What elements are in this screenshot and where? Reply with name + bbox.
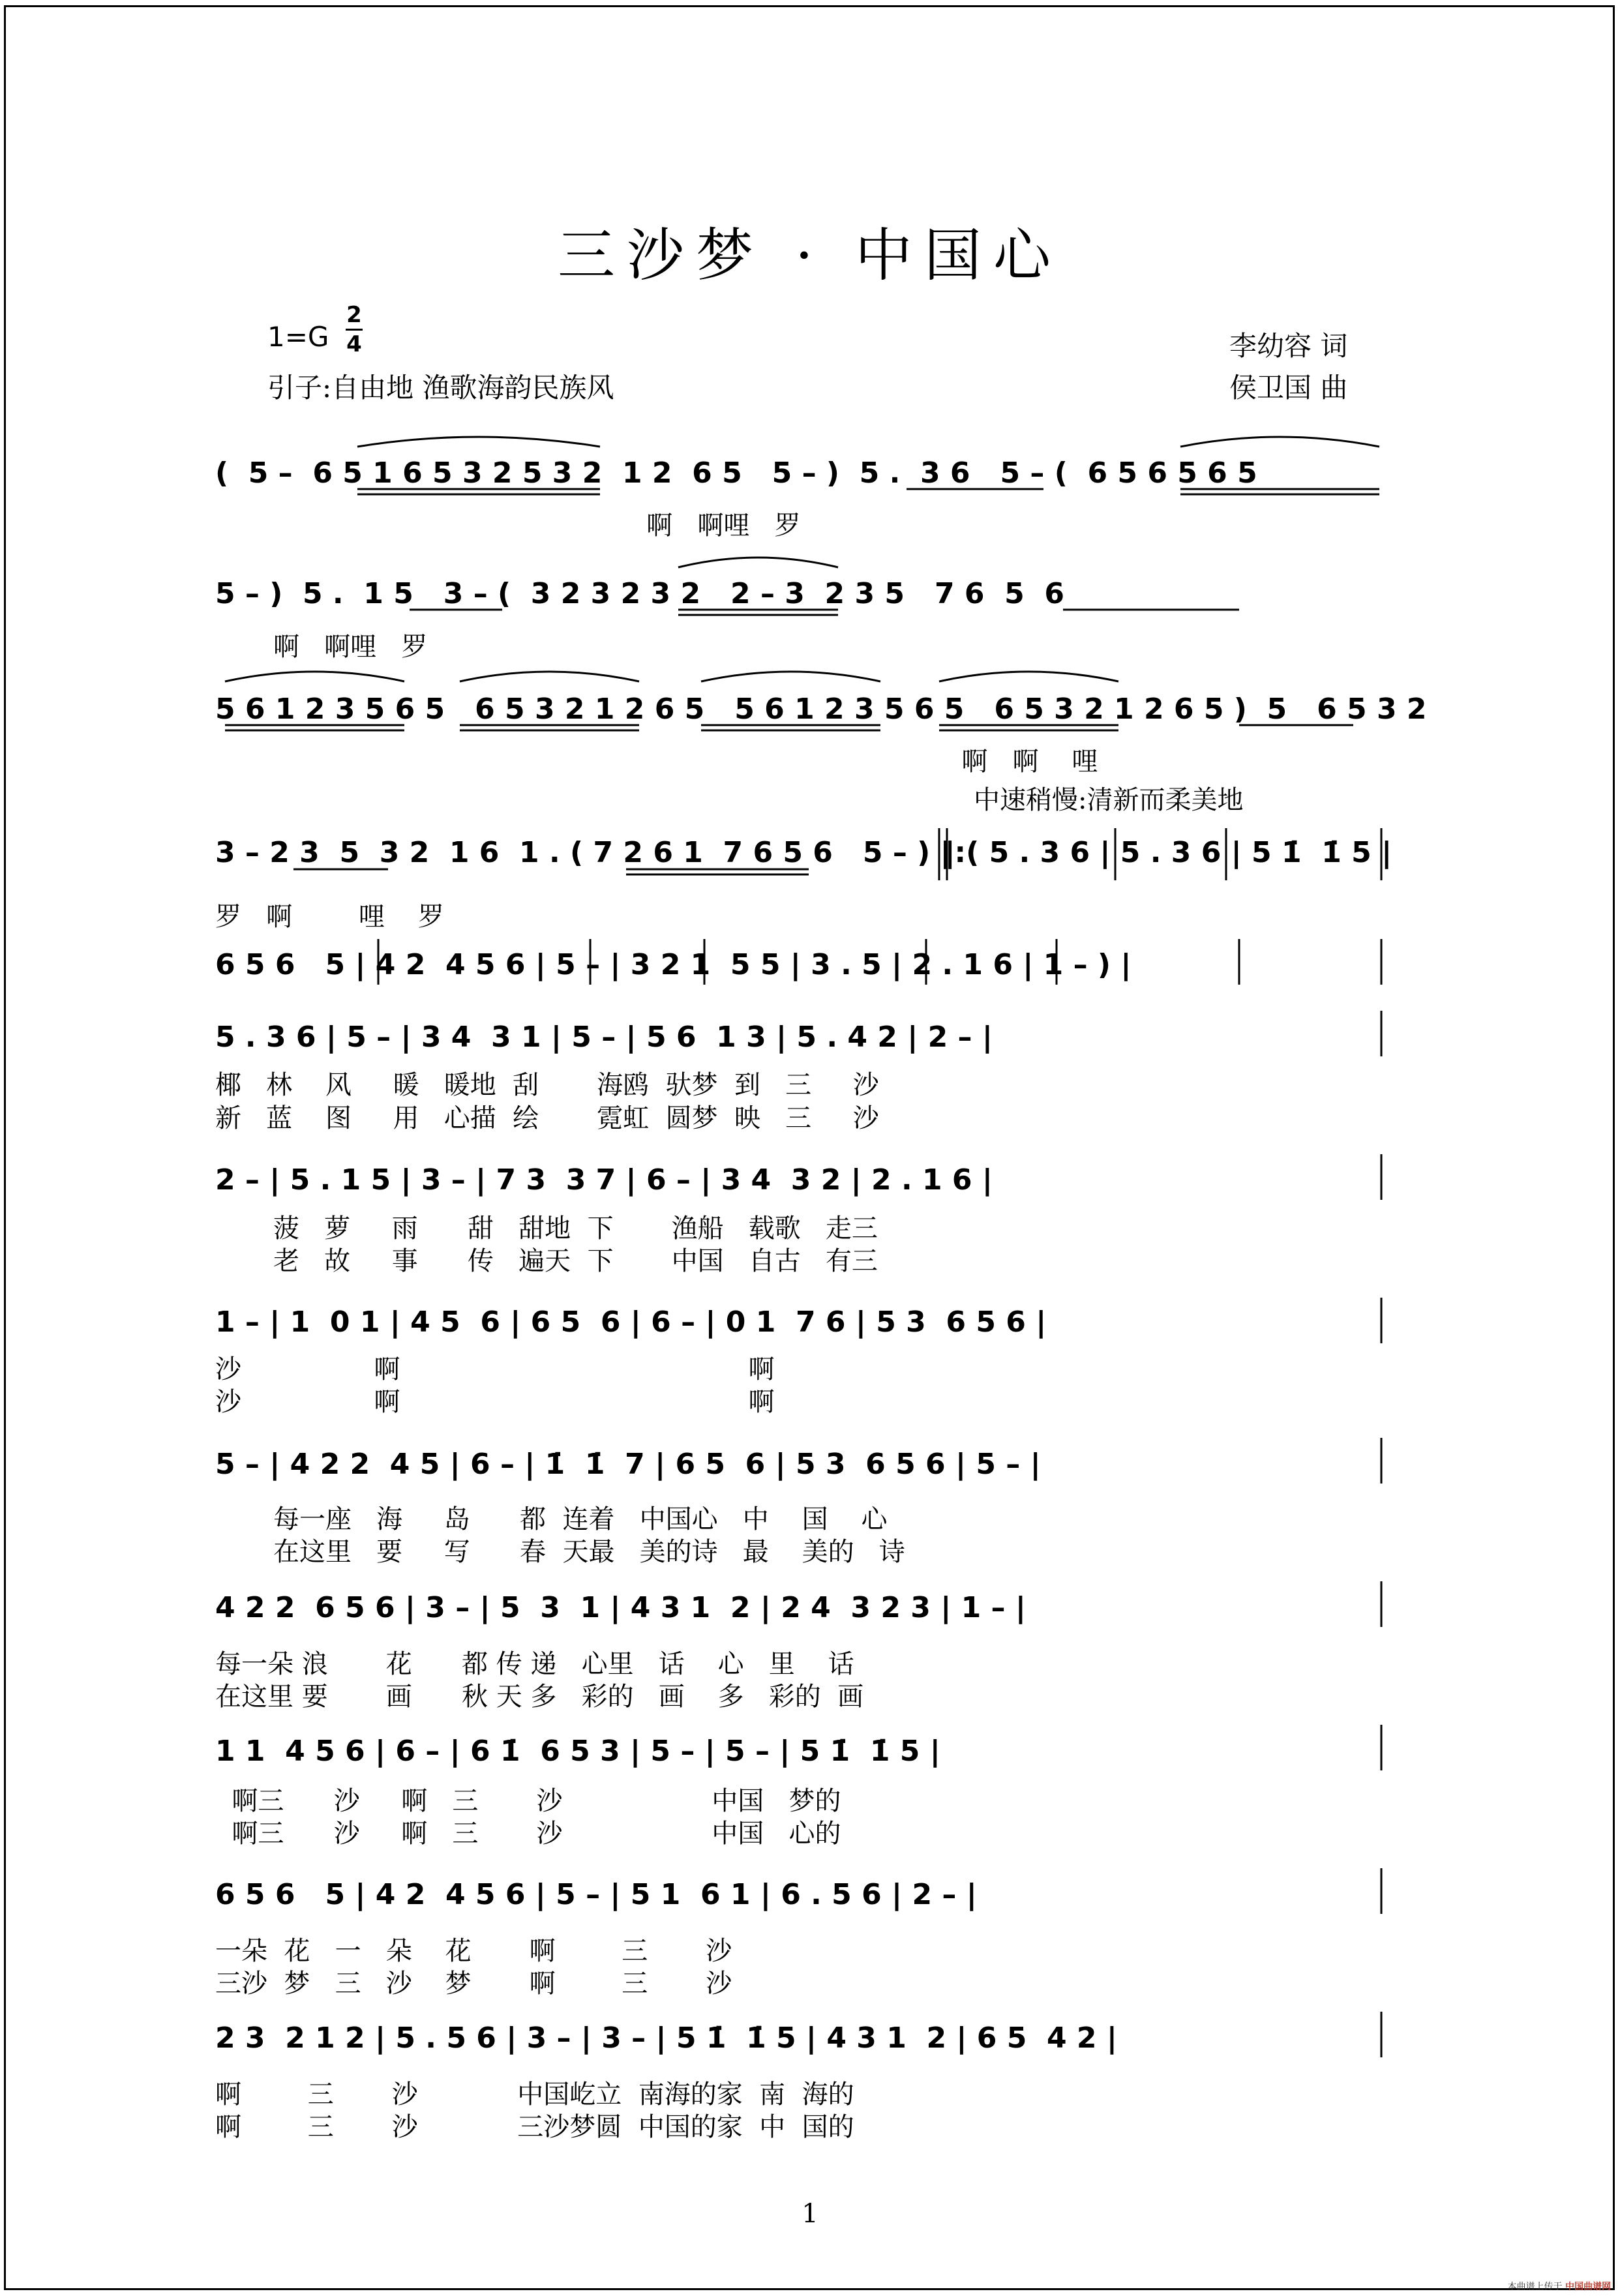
lyric-line: 菠 萝 雨 甜 甜地 下 渔船 载歌 走三 <box>215 1214 878 1244</box>
notation-row: 5 6 1 2 3 5 6 5 6 5 3 2 1 2 6 5 5 6 1 2 3 5 6 5 6 5 3 2 1 2 6 5 ) 5 6 5 3 2 <box>215 693 1427 726</box>
notation-row: 4 2 2 6 5 6 | 3 – | 5 3 1 | 4 3 1 2 | 2 4 3 2 3 | 1 – | <box>215 1591 1026 1624</box>
lyric-line: 每一朵 浪 花 都 传 递 心里 话 心 里 话 <box>215 1649 854 1679</box>
lyric-line: 老 故 事 传 遍天 下 中国 自古 有三 <box>215 1246 878 1276</box>
lyric-line: 沙 啊 啊 <box>215 1387 775 1417</box>
lyric-line: 啊 啊哩 罗 <box>215 511 801 541</box>
tempo-marking: 中速稍慢:清新而柔美地 <box>974 785 1244 815</box>
notation-row: 2 – | 5 . 1 5 | 3 – | 7 3 3 7 | 6 – | 3 4 3 2 | 2 . 1 6 | <box>215 1163 993 1197</box>
lyric-line: 椰 林 风 暖 暖地 刮 海鸥 驮梦 到 三 沙 <box>215 1070 879 1100</box>
lyric-line: 啊 三 沙 三沙梦圆 中国的家 中 国的 <box>215 2112 854 2142</box>
composer-credit: 侯卫国 曲 <box>1229 372 1348 404</box>
notation-row: 1 1 4 5 6 | 6 – | 6 1̇ 6 5 3 | 5 – | 5 – | 5 1̇ 1̇ 5 | <box>215 1735 940 1768</box>
notation-row: 1 – | 1 0 1 | 4 5 6 | 6 5 6 | 6 – | 0 1 7 6 | 5 3 6 5 6 | <box>215 1305 1047 1339</box>
notation-row: 6 5 6 5 | 4 2 4 5 6 | 5 – | 3 2 1 5 5 | 3 . 5 | 2 . 1 6 | 1 – ) | <box>215 948 1132 981</box>
page-title: 三沙梦 · 中国心 <box>558 222 1062 289</box>
page-number: 1 <box>802 2199 818 2229</box>
lyricist-credit: 李幼容 词 <box>1229 330 1348 362</box>
lyric-line: 啊三 沙 啊 三 沙 中国 梦的 <box>215 1786 841 1816</box>
lyric-line: 啊 啊哩 罗 <box>215 632 428 662</box>
lyric-line: 啊 三 沙 中国屹立 南海的家 南 海的 <box>215 2080 854 2110</box>
notation-row: ( 5 – 6 5 1 6 5 3 2 5 3 2 1 2 6 5 5 – ) 5 . 3 6 5 – ( 6 5 6 5 6 5 <box>215 456 1257 490</box>
notation-row: 2 3 2 1 2 | 5 . 5 6 | 3 – | 3 – | 5 1̇ 1̇ 5 | 4 3 1 2 | 6 5 4 2 | <box>215 2021 1117 2055</box>
notation-row: 3 – 2 3 5 3 2 1 6 1 . ( 7 2 6 1 7 6 5 6 5 – ) ‖:( 5 . 3 6 | 5 . 3 6 | 5 1̇ 1̇ 5 | <box>215 836 1392 869</box>
notation-row: 5 – | 4 2 2 4 5 | 6 – | 1̇ 1̇ 7 | 6 5 6 | 5 3 6 5 6 | 5 – | <box>215 1448 1041 1481</box>
lyric-line: 在这里 要 画 秋 天 多 彩的 画 多 彩的 画 <box>215 1682 864 1712</box>
intro-note: 引子:自由地 渔歌海韵民族风 <box>267 372 614 404</box>
lyric-line: 啊 啊 哩 <box>215 747 1098 777</box>
notation-row: 5 . 3 6 | 5 – | 3 4 3 1 | 5 – | 5 6 1 3 | 5 . 4 2 | 2 – | <box>215 1021 993 1054</box>
lyric-line: 新 蓝 图 用 心描 绘 霓虹 圆梦 映 三 沙 <box>215 1103 879 1133</box>
footer-brand: 中国曲谱网 <box>1565 2282 1611 2292</box>
lyric-line: 每一座 海 岛 都 连着 中国心 中 国 心 <box>215 1504 888 1534</box>
notation-row: 6 5 6 5 | 4 2 4 5 6 | 5 – | 5 1 6 1 | 6 . 5 6 | 2 – | <box>215 1878 977 1911</box>
footer-credit: 本曲谱上传于 <box>1507 2282 1563 2292</box>
lyric-line: 沙 啊 啊 <box>215 1354 775 1384</box>
lyric-line: 一朵 花 一 朵 花 啊 三 沙 <box>215 1936 732 1966</box>
key-signature: 1=G <box>267 321 329 353</box>
time-signature-top: 2 <box>346 302 362 328</box>
lyric-line: 在这里 要 写 春 天最 美的诗 最 美的 诗 <box>215 1537 905 1567</box>
lyric-line: 三沙 梦 三 沙 梦 啊 三 沙 <box>215 1969 732 1999</box>
lyric-line: 啊三 沙 啊 三 沙 中国 心的 <box>215 1819 841 1849</box>
footer-watermark <box>1508 2280 1611 2293</box>
lyric-line: 罗 啊 哩 罗 <box>215 902 444 932</box>
notation-row: 5 – ) 5 . 1 5 3 – ( 3 2 3 2 3 2 2 – 3 2 3 5 7 6 5 6 <box>215 577 1065 610</box>
time-signature-bottom: 4 <box>346 331 362 357</box>
